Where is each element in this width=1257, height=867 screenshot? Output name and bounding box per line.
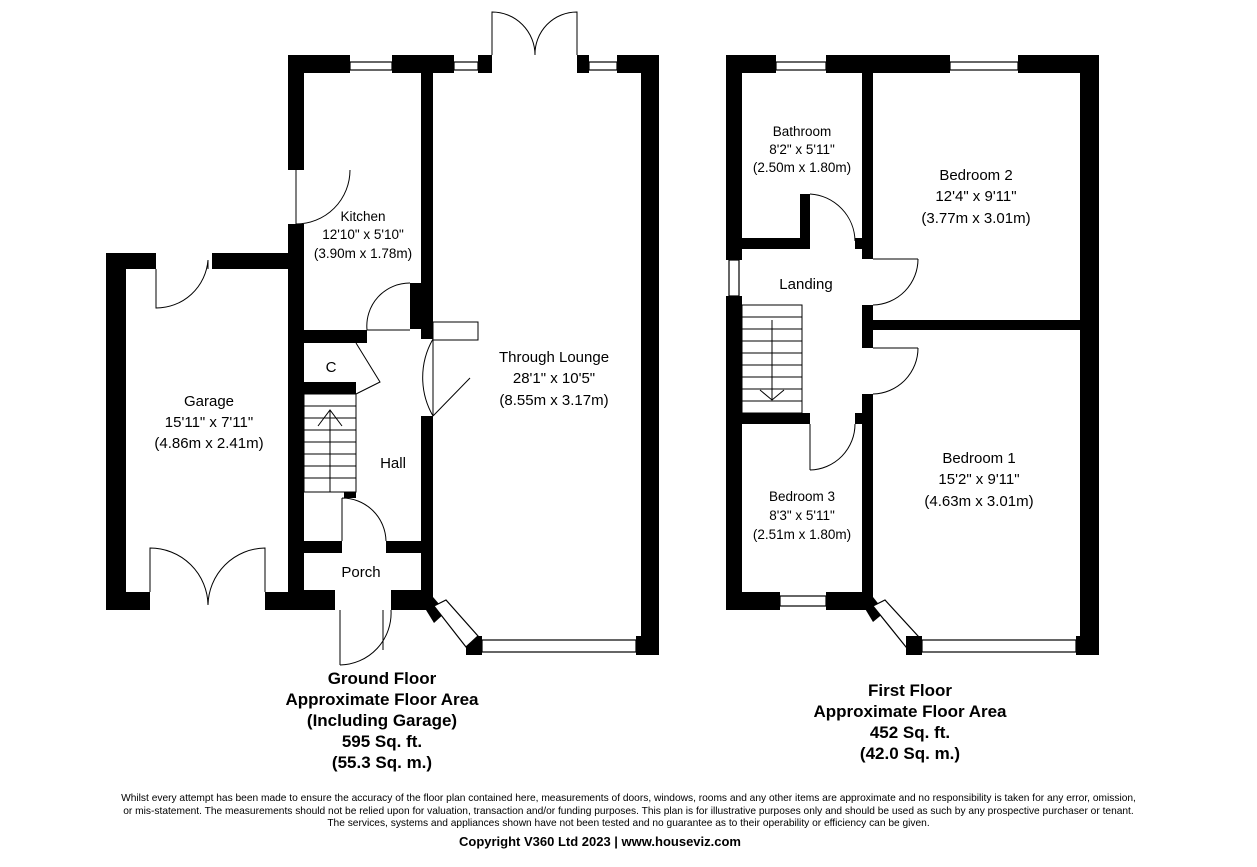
copyright-notice: Copyright V360 Ltd 2023 | www.houseviz.com (458, 834, 741, 849)
ground-floor-plan (106, 12, 659, 665)
cupboard-door (356, 343, 380, 394)
fireplace (433, 322, 478, 340)
wall (641, 55, 659, 655)
wall (304, 541, 342, 553)
kitchen-hall-door (367, 283, 410, 330)
wall (344, 492, 356, 498)
french-door (492, 12, 577, 55)
wall (862, 305, 873, 320)
wall (106, 592, 150, 610)
wall (421, 416, 433, 606)
bedroom2-imperial: 12'4" x 9'11" (935, 188, 1017, 205)
cupboard-label: C (325, 359, 337, 376)
wall (391, 590, 433, 610)
wall (726, 55, 742, 260)
front-door (340, 610, 391, 665)
disclaimer (20, 793, 1237, 831)
bedroom3-door (810, 424, 855, 470)
wall (577, 55, 589, 73)
ground-floor-area-sqft: 595 Sq. ft. (341, 732, 423, 751)
bedroom1-imperial: 15'2" x 9'11" (938, 471, 1020, 488)
bathroom-imperial: 8'2" x 5'11" (769, 142, 835, 157)
lounge-door (423, 339, 470, 416)
kitchen-metric: (3.90m x 1.78m) (313, 246, 413, 261)
wall (1076, 636, 1099, 655)
stairs (304, 394, 356, 492)
wall (288, 224, 304, 610)
lounge-imperial: 28'1" x 10'5" (512, 370, 596, 387)
wall (212, 253, 288, 269)
wall (726, 296, 742, 610)
wall (421, 73, 433, 339)
wall (1080, 55, 1099, 655)
wall (906, 636, 922, 655)
window (776, 62, 826, 70)
wall (800, 194, 810, 249)
bedroom2-metric: (3.77m x 3.01m) (921, 210, 1031, 227)
window (454, 62, 478, 70)
lounge-metric: (8.55m x 3.17m) (499, 392, 609, 409)
bedroom1-door (873, 348, 918, 394)
lounge-name: Through Lounge (498, 349, 610, 366)
disclaimer-line: The services, systems and appliances shown have not been tested and no guarantee as to their operability or efficiency can be given. (327, 818, 930, 830)
first-floor-plan (726, 55, 1099, 655)
wall (392, 55, 454, 73)
window (729, 260, 739, 296)
wall (862, 249, 873, 259)
bedroom3-name: Bedroom 3 (768, 489, 836, 504)
wall (410, 283, 421, 329)
wall (478, 55, 492, 73)
ground-floor-title: Ground Floor (327, 669, 437, 688)
wall (826, 55, 950, 73)
wall (106, 253, 126, 610)
first-floor-area-caption: Approximate Floor Area (813, 702, 1007, 721)
garage-name: Garage (183, 393, 235, 410)
wall (873, 320, 1080, 330)
disclaimer-line: or mis-statement. The measurements should not be relied upon for valuation, transaction and/or funding purposes. This plan is for illustrative purposes only and should be used as such by any prospective purchaser or tenant. (123, 805, 1134, 817)
wall (636, 636, 659, 655)
ground-floor-summary (262, 668, 502, 773)
window (922, 640, 1076, 652)
bathroom-metric: (2.50m x 1.80m) (752, 160, 852, 175)
window (780, 596, 826, 606)
first-floor-summary (785, 680, 1035, 764)
garage-imperial: 15'11" x 7'11" (164, 414, 254, 431)
window (350, 62, 392, 70)
wall (862, 320, 873, 330)
wall (288, 55, 304, 170)
kitchen-imperial: 12'10" x 5'10" (322, 227, 404, 242)
first-floor-title: First Floor (867, 681, 953, 700)
wall (304, 330, 367, 343)
window (482, 640, 636, 652)
kitchen-name: Kitchen (340, 209, 386, 224)
window (589, 62, 617, 70)
wall (742, 413, 810, 424)
bathroom-door (810, 194, 855, 241)
ground-floor-garage-note: (Including Garage) (306, 711, 458, 730)
wall (726, 592, 780, 610)
stairs (742, 305, 802, 413)
wall (862, 394, 873, 606)
ground-floor-area-sqm: (55.3 Sq. m.) (331, 753, 433, 772)
porch-label: Porch (341, 564, 381, 581)
wall (855, 413, 873, 424)
bedroom1-name: Bedroom 1 (942, 450, 1016, 467)
first-floor-area-sqm: (42.0 Sq. m.) (859, 744, 961, 763)
first-floor-area-sqft: 452 Sq. ft. (869, 723, 951, 742)
garage-doors (150, 548, 265, 605)
garage-side-door (156, 260, 208, 308)
bedroom2-door (873, 259, 918, 305)
wall (855, 238, 873, 249)
window (434, 600, 478, 647)
window (950, 62, 1018, 70)
garage-metric: (4.86m x 2.41m) (154, 435, 264, 452)
wall (862, 330, 873, 348)
wall (270, 592, 306, 610)
bedroom3-metric: (2.51m x 1.80m) (752, 527, 852, 542)
ground-floor-area-caption: Approximate Floor Area (285, 690, 479, 709)
hall-label: Hall (380, 455, 406, 472)
wall (862, 73, 873, 241)
bedroom3-imperial: 8'3" x 5'11" (769, 508, 835, 523)
disclaimer-line: Whilst every attempt has been made to ensure the accuracy of the floor plan contained here, measurements of doors, windows, rooms and any other items are approximate and no responsibility is taken for any error, omission, (121, 793, 1136, 804)
wall (304, 382, 356, 394)
bathroom-name: Bathroom (772, 124, 832, 139)
bedroom1-metric: (4.63m x 3.01m) (924, 493, 1034, 510)
bedroom2-name: Bedroom 2 (939, 167, 1013, 184)
wall (386, 541, 421, 553)
porch-inner-door (342, 498, 386, 541)
landing-label: Landing (779, 276, 833, 293)
wall (742, 238, 803, 249)
